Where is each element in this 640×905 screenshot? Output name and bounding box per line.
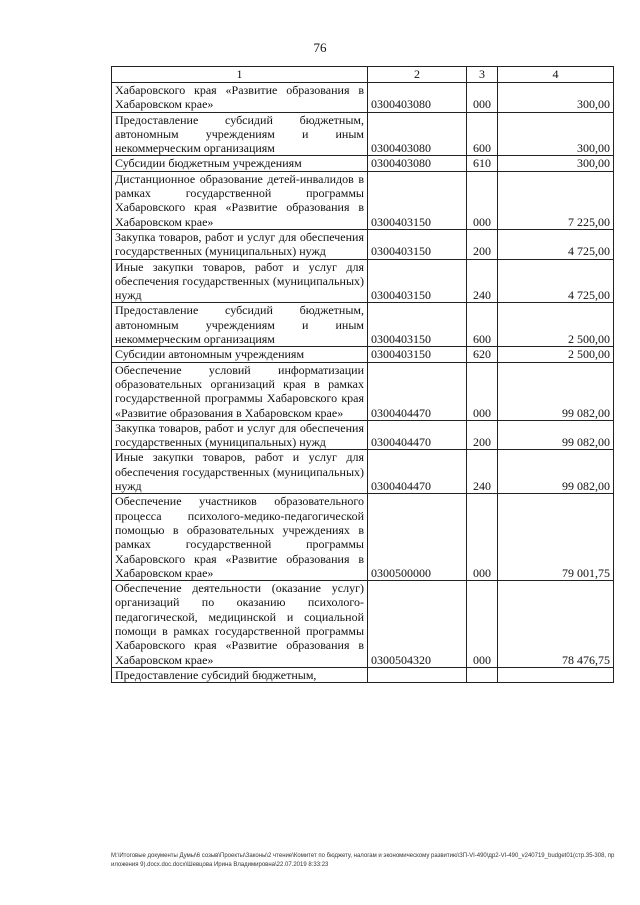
row-code-cell: 0300404470: [368, 420, 467, 450]
row-type-cell: 240: [467, 450, 498, 494]
table-row: [112, 303, 614, 347]
table-row: [112, 112, 614, 156]
row-type-cell: 000: [467, 171, 498, 229]
row-code-cell: 0300403150: [368, 347, 467, 362]
row-name-cell: Предоставление субсидий бюджетным, автономным учреждениям и иным некоммерческим организациям: [112, 112, 368, 156]
row-amount-cell: 79 001,75: [498, 494, 614, 581]
row-name-cell: Обеспечение условий информатизации образовательных организаций края в рамках государственной программы Хабаровского края «Развитие образования в Хабаровском крае»: [112, 362, 368, 420]
table-row: [112, 494, 614, 581]
row-code-cell: 0300403150: [368, 229, 467, 259]
row-type-cell: 620: [467, 347, 498, 362]
page-number: 76: [313, 40, 327, 55]
row-name-cell: Субсидии автономным учреждениям: [112, 347, 368, 362]
row-type-cell: 200: [467, 420, 498, 450]
row-code-cell: 0300500000: [368, 494, 467, 581]
row-name-cell: Предоставление субсидий бюджетным,: [112, 667, 368, 682]
row-type-cell: 000: [467, 362, 498, 420]
document-footer-path: M:\Итоговые документы Думы\6 созыв\Проекты\Законы\2 чтение\Комитет по бюджету, налогам и экономическому развитию\ЗП-VI-490\др2-VI-490_v240719_budget01(стр.35-308, приложения 9).docx.doc.docx\Шевцова Ирина Владимировна\22.07.2019 8:33:23: [111, 853, 615, 868]
row-type-cell: 000: [467, 581, 498, 668]
row-type-cell: 000: [467, 494, 498, 581]
row-type-cell: 240: [467, 259, 498, 303]
row-amount-cell: 4 725,00: [498, 229, 614, 259]
table-row: [112, 420, 614, 450]
row-name-cell: Хабаровского края «Развитие образования в Хабаровском крае»: [112, 83, 368, 113]
row-code-cell: 0300403150: [368, 303, 467, 347]
row-name-cell: Субсидии бюджетным учреждениям: [112, 156, 368, 171]
table-row: [112, 156, 614, 171]
row-code-cell: 0300504320: [368, 581, 467, 668]
table-row: [112, 171, 614, 229]
row-amount-cell: 99 082,00: [498, 420, 614, 450]
row-type-cell: 000: [467, 83, 498, 113]
row-amount-cell: 300,00: [498, 112, 614, 156]
row-type-cell: 200: [467, 229, 498, 259]
row-code-cell: 0300403150: [368, 259, 467, 303]
row-amount-cell: 300,00: [498, 83, 614, 113]
row-name-cell: Предоставление субсидий бюджетным, автономным учреждениям и иным некоммерческим организациям: [112, 303, 368, 347]
row-code-cell: 0300403080: [368, 112, 467, 156]
row-amount-cell: 99 082,00: [498, 362, 614, 420]
table-row: [112, 347, 614, 362]
column-header-1: 1: [112, 67, 368, 83]
row-amount-cell: 7 225,00: [498, 171, 614, 229]
table-row: [112, 581, 614, 668]
row-name-cell: Иные закупки товаров, работ и услуг для обеспечения государственных (муниципальных) нужд: [112, 259, 368, 303]
row-name-cell: Обеспечение деятельности (оказание услуг) организаций по оказанию психолого-педагогической, медицинской и социальной помощи в рамках государственной программы Хабаровского края «Развитие образования в Хабаровском крае»: [112, 581, 368, 668]
row-name-cell: Дистанционное образование детей-инвалидов в рамках государственной программы Хабаровского края «Развитие образования в Хабаровском крае»: [112, 171, 368, 229]
column-header-2: 2: [368, 67, 467, 83]
column-header-4: 4: [498, 67, 614, 83]
row-amount-cell: 2 500,00: [498, 303, 614, 347]
row-type-cell: 610: [467, 156, 498, 171]
row-type-cell: 600: [467, 303, 498, 347]
row-name-cell: Закупка товаров, работ и услуг для обеспечения государственных (муниципальных) нужд: [112, 229, 368, 259]
row-name-cell: Обеспечение участников образовательного процесса психолого-медико-педагогической помощью в образовательных учреждениях в рамках государственной программы Хабаровского края «Развитие образования в Хабаровском крае»: [112, 494, 368, 581]
row-name-cell: Закупка товаров, работ и услуг для обеспечения государственных (муниципальных) нужд: [112, 420, 368, 450]
row-code-cell: 0300403080: [368, 83, 467, 113]
row-code-cell: 0300404470: [368, 362, 467, 420]
row-name-cell: Иные закупки товаров, работ и услуг для обеспечения государственных (муниципальных) нужд: [112, 450, 368, 494]
table-row: [112, 229, 614, 259]
table-header-row: [112, 67, 614, 83]
table-row: [112, 362, 614, 420]
row-type-cell: [467, 667, 498, 682]
row-code-cell: 0300403080: [368, 156, 467, 171]
row-amount-cell: 78 476,75: [498, 581, 614, 668]
row-code-cell: 0300403150: [368, 171, 467, 229]
row-amount-cell: 4 725,00: [498, 259, 614, 303]
column-header-3: 3: [467, 67, 498, 83]
table-row: [112, 83, 614, 113]
row-amount-cell: 2 500,00: [498, 347, 614, 362]
row-type-cell: 600: [467, 112, 498, 156]
row-amount-cell: [498, 667, 614, 682]
row-amount-cell: 99 082,00: [498, 450, 614, 494]
table-row: [112, 450, 614, 494]
row-code-cell: 0300404470: [368, 450, 467, 494]
row-code-cell: [368, 667, 467, 682]
row-amount-cell: 300,00: [498, 156, 614, 171]
budget-table: [111, 66, 614, 683]
table-row: [112, 259, 614, 303]
table-row: [112, 667, 614, 682]
